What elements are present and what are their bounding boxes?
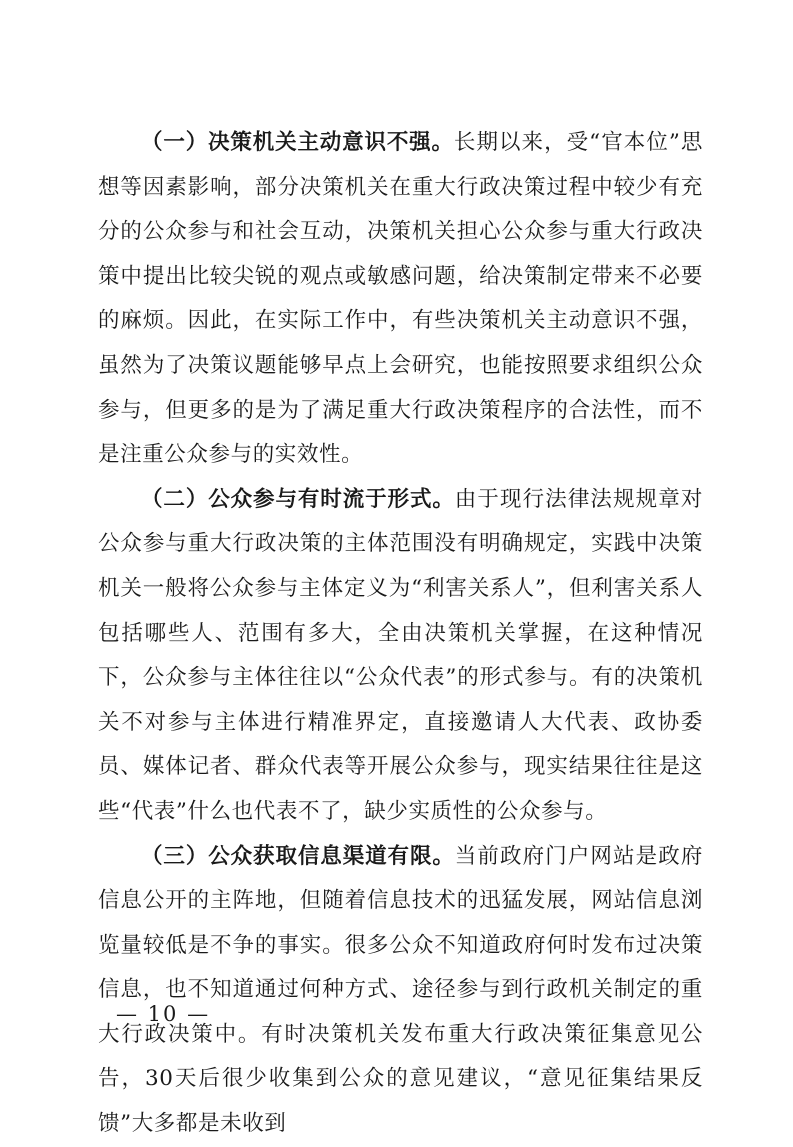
paragraph-1-body: 长期以来，受“官本位”思想等因素影响，部分决策机关在重大行政决策过程中较少有充分的公众参与和社会互动，决策机关担心公众参与重大行政决策中提出比较尖锐的观点或敏感问题，给决策制定带来不必要的麻烦。因此，在实际工作中，有些决策机关主动意识不强，虽然为了决策议题能够早点上会研究，也能按照要求组织公众参与，但更多的是为了满足重大行政决策程序的合法性，而不是注重公众参与的实效性。 <box>98 130 704 468</box>
paragraph-2-heading: （二）公众参与有时流于形式。 <box>141 486 455 512</box>
paragraph-1 <box>98 121 703 478</box>
paragraph-3-body: 当前政府门户网站是政府信息公开的主阵地，但随着信息技术的迅猛发展，网站信息浏览量较低是不争的事实。很多公众不知道政府何时发布过决策信息，也不知道通过何种方式、途径参与到行政机关制定的重大行政决策中。有时决策机关发布重大行政决策征集意见公告，30天后很少收集到公众的意见建议，“意见征集结果反馈”大多都是未收到 <box>98 843 703 1137</box>
paragraph-2-body: 由于现行法律法规规章对公众参与重大行政决策的主体范围没有明确规定，实践中决策机关一般将公众参与主体定义为“利害关系人”，但利害关系人包括哪些人、范围有多大，全由决策机关掌握，在这种情况下，公众参与主体往往以“公众代表”的形式参与。有的决策机关不对参与主体进行精准界定，直接邀请人大代表、政协委员、媒体记者、群众代表等开展公众参与，现实结果往往是这些“代表”什么也代表不了，缺少实质性的公众参与。 <box>98 486 703 824</box>
paragraph-3 <box>98 835 703 1147</box>
page-number: — 10 — <box>116 1002 211 1026</box>
document-body <box>98 121 703 1147</box>
paragraph-2 <box>98 478 703 835</box>
paragraph-1-heading: （一）决策机关主动意识不强。 <box>141 130 454 155</box>
paragraph-3-heading: （三）公众获取信息渠道有限。 <box>141 843 455 869</box>
